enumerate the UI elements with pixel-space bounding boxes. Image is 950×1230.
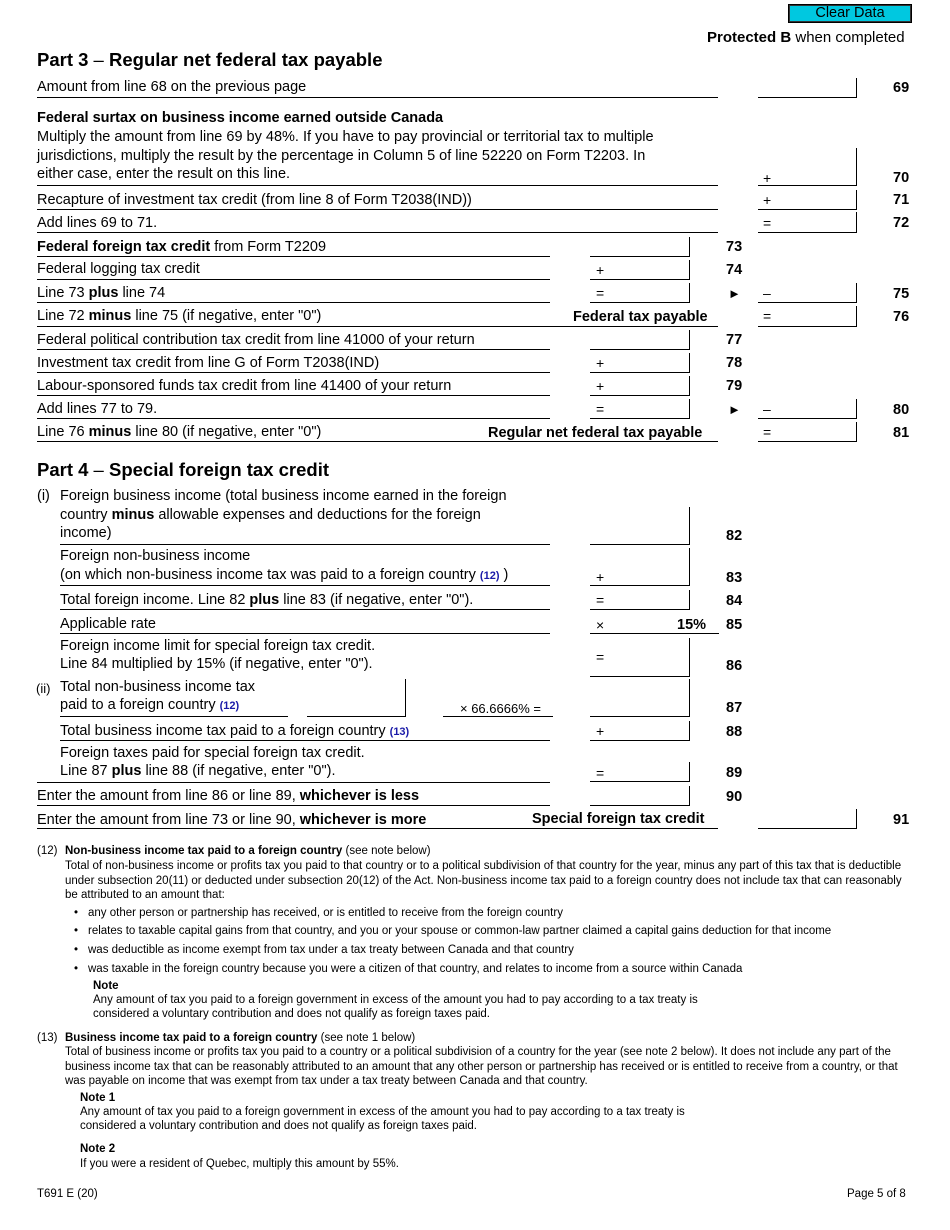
line-73-label: Federal foreign tax credit from Form T2209 — [37, 239, 327, 255]
applicable-rate-value: 15% — [677, 617, 707, 633]
line-75-number: 75 — [893, 286, 910, 302]
note-12-note-1: Any amount of tax you paid to a foreign government in excess of the amount you had to pay according to a tax treaty is — [93, 994, 698, 1006]
form-id: T691 E (20) — [37, 1188, 98, 1200]
note-12-number: (12) — [37, 845, 58, 857]
note-12-bullet: • any other person or partnership has received, or is entitled to receive from the foreign country — [88, 906, 563, 920]
arrow-icon: ► — [728, 286, 741, 301]
note-12-body: Total of non-business income or profits tax you paid to that country or to a political subdivision of that country for the year, minus any part of this tax that is deductible under subsection 20(11) or deducted under subsection 20(12) of the Act. Non-business income tax paid to a foreign country does not include tax that can reasonably be attributed to an amount that: — [65, 860, 902, 901]
line-89-text-2: Line 87 plus line 88 (if negative, enter "0"). — [60, 763, 336, 779]
line-90-label: Enter the amount from line 86 or line 89, whichever is less — [37, 788, 420, 804]
line-82-text-2: country minus allowable expenses and deductions for the foreign — [60, 507, 481, 523]
line-80-number: 80 — [893, 402, 910, 418]
line-81-label: Line 76 minus line 80 (if negative, enter "0") — [37, 424, 322, 440]
line-74-label: Federal logging tax credit — [37, 261, 200, 277]
line-83-text-1: Foreign non-business income — [60, 548, 251, 564]
line-84-label: Total foreign income. Line 82 plus line 83 (if negative, enter "0"). — [60, 592, 474, 608]
line-74-input[interactable] — [590, 260, 689, 280]
line-71-number: 71 — [893, 192, 910, 208]
note-13-ref: (13) — [389, 726, 410, 738]
note-13-note2-title: Note 2 — [80, 1143, 116, 1155]
line-74-number: 74 — [726, 262, 743, 278]
note-12-note-2: considered a voluntary contribution and does not qualify as foreign taxes paid. — [93, 1008, 491, 1020]
line-86-input[interactable] — [590, 638, 689, 677]
line-85-label: Applicable rate — [60, 616, 156, 632]
note-13-body: Total of business income or profits tax you paid to a country or a political subdivision of a country for the year (see note 2 below). It does not include any part of the business income tax that can be reasonably attributed to an amount that any other person or partnership has received or is entitled to receive from a country, or that was payable on income that was exempt from tax under a tax treaty between Canada and that country. — [65, 1046, 898, 1087]
note-13-note1-1: Any amount of tax you paid to a foreign government in excess of the amount you had to pay according to a tax treaty is — [80, 1106, 685, 1118]
line-80-label: Add lines 77 to 79. — [37, 401, 158, 417]
line-86-text-2: Line 84 multiplied by 15% (if negative, enter "0"). — [60, 656, 373, 672]
line-79-input[interactable] — [590, 376, 689, 396]
line-88-number: 88 — [726, 724, 743, 740]
line-88-input[interactable] — [590, 721, 689, 741]
line-72-input[interactable] — [758, 212, 856, 233]
note-12-bullet: • was taxable in the foreign country because you were a citizen of that country, and relates to income from a source within Canada — [88, 962, 742, 976]
note-12-note-title: Note — [93, 980, 119, 992]
line-84-input[interactable] — [590, 590, 689, 610]
federal-tax-payable-label: Federal tax payable — [573, 309, 708, 325]
line-87-multiplier: × 66.6666% = — [460, 701, 541, 716]
note-13-title: Business income tax paid to a foreign country (see note 1 below) — [65, 1032, 416, 1044]
line-79-label: Labour-sponsored funds tax credit from line 41400 of your return — [37, 378, 452, 394]
note-12-title: Non-business income tax paid to a foreign country (see note below) — [65, 845, 431, 857]
surtax-text-3: either case, enter the result on this line. — [37, 166, 291, 182]
line-90-input[interactable] — [590, 786, 689, 806]
note-13-note1-2: considered a voluntary contribution and does not qualify as foreign taxes paid. — [80, 1120, 478, 1132]
line-79-number: 79 — [726, 378, 743, 394]
line-71-input[interactable] — [758, 190, 856, 210]
line-81-input[interactable] — [758, 422, 856, 442]
line-69-input[interactable] — [758, 78, 856, 98]
line-83-text-2: (on which non-business income tax was paid to a foreign country (12) ) — [60, 567, 509, 583]
line-89-input[interactable] — [590, 762, 689, 782]
note-12-ref: (12) — [479, 570, 500, 582]
surtax-text-1: Multiply the amount from line 69 by 48%. If you have to pay provincial or territorial tax to multiple — [37, 129, 654, 145]
line-73-input[interactable] — [590, 237, 689, 257]
line-72-number: 72 — [893, 215, 910, 231]
line-87-input[interactable] — [590, 679, 689, 717]
line-86-number: 86 — [726, 658, 743, 674]
line-82-text-1: Foreign business income (total business income earned in the foreign — [60, 488, 507, 504]
page-number: Page 5 of 8 — [847, 1188, 906, 1200]
line-83-input[interactable] — [590, 548, 689, 586]
line-70-input[interactable] — [758, 148, 856, 186]
line-87-number: 87 — [726, 700, 743, 716]
line-72-label: Add lines 69 to 71. — [37, 215, 158, 231]
line-81-number: 81 — [893, 425, 910, 441]
line-87-text-2: paid to a foreign country (12) — [60, 697, 240, 713]
part3-title: Part 3 – Regular net federal tax payable — [37, 49, 383, 70]
note-12-ref: (12) — [219, 700, 240, 712]
line-70-number: 70 — [893, 170, 910, 186]
line-75-input[interactable] — [758, 283, 856, 303]
line-91-number: 91 — [893, 812, 910, 828]
regular-net-federal-tax-payable-label: Regular net federal tax payable — [488, 425, 703, 441]
line-76-label: Line 72 minus line 75 (if negative, enter "0") — [37, 308, 322, 324]
line-76-number: 76 — [893, 309, 910, 325]
line-77-number: 77 — [726, 332, 743, 348]
line-85-number: 85 — [726, 617, 743, 633]
note-12-bullet: • relates to taxable capital gains from that country, and you or your spouse or common-law partner claimed a capital gains deduction for that income — [88, 924, 831, 938]
line-77-input[interactable] — [590, 330, 689, 350]
line-87-text-1: Total non-business income tax — [60, 679, 256, 695]
line-87-tax-input[interactable] — [307, 679, 405, 717]
line-89-text-1: Foreign taxes paid for special foreign tax credit. — [60, 745, 365, 761]
part4-title: Part 4 – Special foreign tax credit — [37, 459, 330, 480]
line-82-text-3: income) — [60, 525, 112, 541]
line-78-number: 78 — [726, 355, 743, 371]
line-80-input[interactable] — [758, 399, 856, 419]
surtax-text-2: jurisdictions, multiply the result by the percentage in Column 5 of line 52220 on Form T2203. In — [37, 148, 646, 164]
surtax-title: Federal surtax on business income earned outside Canada — [37, 110, 444, 126]
line-91-input[interactable] — [758, 809, 856, 829]
line-90-number: 90 — [726, 789, 743, 805]
line-78-input[interactable] — [590, 353, 689, 373]
line-73-number: 73 — [726, 239, 743, 255]
line-71-label: Recapture of investment tax credit (from line 8 of Form T2038(IND)) — [37, 192, 472, 208]
note-12-bullet: • was deductible as income exempt from tax under a tax treaty between Canada and that country — [88, 943, 574, 957]
line-80-left-input[interactable] — [590, 399, 689, 419]
line-76-input[interactable] — [758, 306, 856, 327]
line-69-number: 69 — [893, 80, 910, 96]
line-75-left-input[interactable] — [590, 283, 689, 303]
line-75-label: Line 73 plus line 74 — [37, 285, 166, 301]
note-13-number: (13) — [37, 1032, 58, 1044]
line-82-number: 82 — [726, 528, 743, 544]
line-88-label: Total business income tax paid to a foreign country (13) — [60, 723, 410, 739]
line-83-number: 83 — [726, 570, 743, 586]
line-82-input[interactable] — [590, 507, 689, 545]
line-84-number: 84 — [726, 593, 743, 609]
special-foreign-tax-credit-label: Special foreign tax credit — [532, 811, 705, 827]
note-13-note2-1: If you were a resident of Quebec, multiply this amount by 55%. — [80, 1158, 399, 1170]
note-13-note1-title: Note 1 — [80, 1092, 116, 1104]
line-86-text-1: Foreign income limit for special foreign tax credit. — [60, 638, 376, 654]
clear-data-button[interactable]: Clear Data — [788, 4, 912, 23]
arrow-icon: ► — [728, 402, 741, 417]
line-91-label: Enter the amount from line 73 or line 90, whichever is more — [37, 812, 427, 828]
protected-b-label: Protected B when completed — [707, 29, 905, 46]
line-78-label: Investment tax credit from line G of Form T2038(IND) — [37, 355, 380, 371]
line-77-label: Federal political contribution tax credit from line 41000 of your return — [37, 332, 475, 348]
line-69-label: Amount from line 68 on the previous page — [37, 79, 307, 95]
line-89-number: 89 — [726, 765, 743, 781]
